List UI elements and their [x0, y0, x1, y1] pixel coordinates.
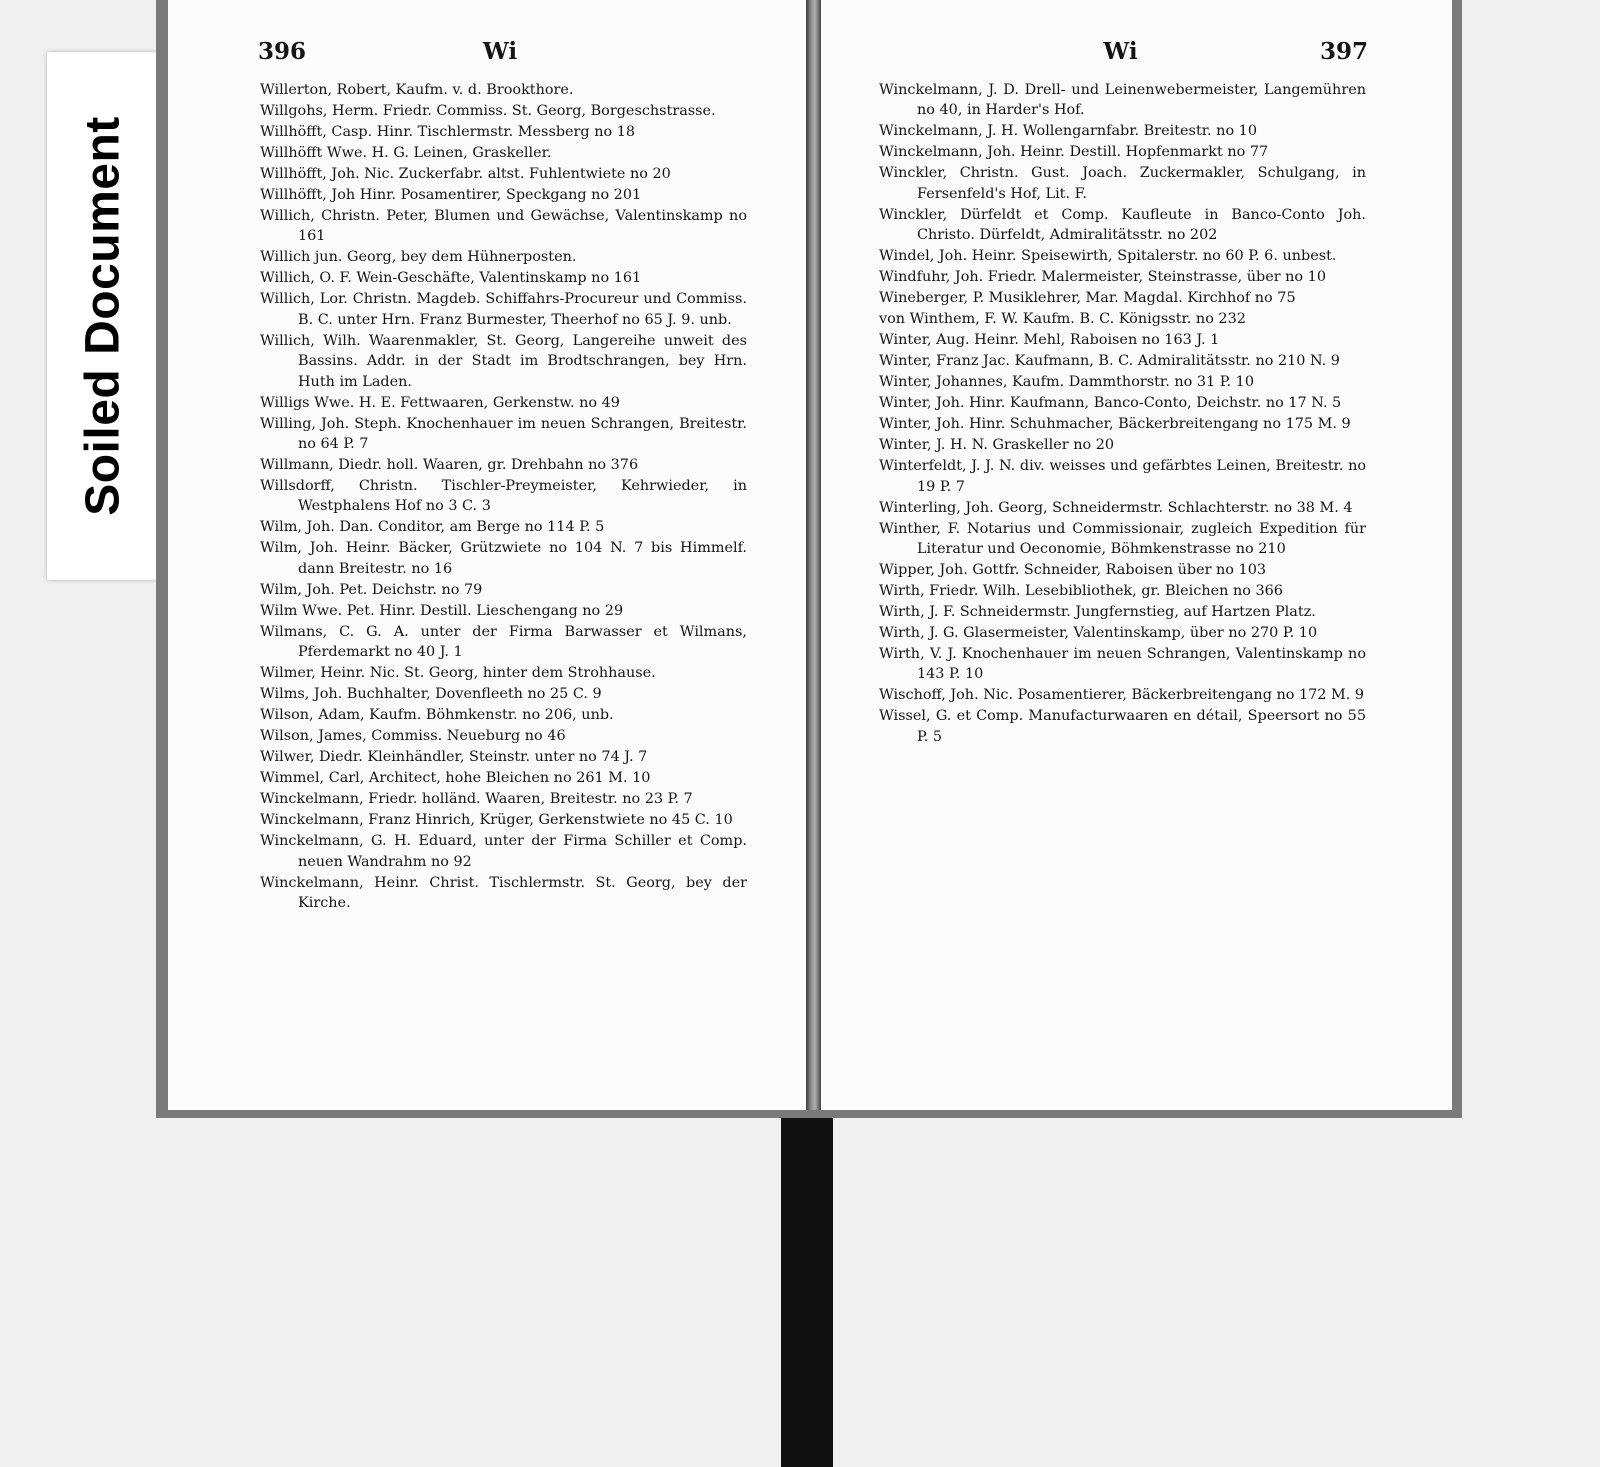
right-page-number: 397 — [1319, 38, 1368, 65]
directory-entry: Wilmer, Heinr. Nic. St. Georg, hinter dem Strohhause. — [260, 665, 656, 682]
directory-entry: Willich, Wilh. Waarenmakler, St. Georg, Langereihe unweit des Bassins. Addr. in der Stadt im Brodtschrangen, bey Hrn. Huth im Laden. — [260, 332, 747, 390]
directory-entry: Willsdorff, Christn. Tischler-Preymeister, Kehrwieder, in Westphalens Hof no 3 C. 3 — [260, 478, 747, 515]
directory-entry: Wineberger, P. Musiklehrer, Mar. Magdal. Kirchhof no 75 — [879, 290, 1296, 307]
directory-entry: Willerton, Robert, Kaufm. v. d. Brookthore. — [260, 82, 574, 98]
directory-entry: Willigs Wwe. H. E. Fettwaaren, Gerkenstw. no 49 — [260, 394, 620, 411]
directory-entry: Wipper, Joh. Gottfr. Schneider, Raboisen über no 103 — [879, 562, 1267, 579]
directory-entry: Willhöfft, Joh. Nic. Zuckerfabr. altst. Fuhlentwiete no 20 — [260, 166, 671, 182]
directory-entry: Willhöfft, Casp. Hinr. Tischlermstr. Messberg no 18 — [260, 124, 636, 140]
directory-entry: Wimmel, Carl, Architect, hohe Bleichen no 261 M. 10 — [260, 770, 651, 787]
directory-entry: Wilms, Joh. Buchhalter, Dovenfleeth no 25 C. 9 — [260, 686, 602, 703]
directory-entry: Willmann, Diedr. holl. Waaren, gr. Drehbahn no 376 — [260, 457, 639, 474]
directory-entry: Winter, Johannes, Kaufm. Dammthorstr. no 31 P. 10 — [879, 374, 1254, 391]
directory-entry: Winckelmann, J. D. Drell- und Leinenwebermeister, Langemühren no 40, in Harder's Hof. — [879, 82, 1366, 119]
directory-entry: Wilm Wwe. Pet. Hinr. Destill. Lieschengang no 29 — [260, 602, 624, 619]
directory-entry: Willhöfft, Joh Hinr. Posamentirer, Speckgang no 201 — [260, 187, 642, 203]
directory-entry: Wilwer, Diedr. Kleinhändler, Steinstr. unter no 74 J. 7 — [260, 749, 648, 766]
directory-entry: Wilson, James, Commiss. Neueburg no 46 — [260, 728, 566, 745]
directory-entry: Winckelmann, G. H. Eduard, unter der Firma Schiller et Comp. neuen Wandrahm no 92 — [260, 833, 747, 870]
right-page-header — [873, 38, 1368, 68]
directory-entry: Winckelmann, Franz Hinrich, Krüger, Gerkenstwiete no 45 C. 10 — [260, 812, 733, 829]
directory-entry: Winter, Aug. Heinr. Mehl, Raboisen no 163 J. 1 — [879, 332, 1220, 349]
directory-entry: Winckelmann, J. H. Wollengarnfabr. Breitestr. no 10 — [879, 123, 1257, 140]
directory-entry: Winckler, Dürfeldt et Comp. Kaufleute in Banco-Conto Joh. Christo. Dürfeldt, Admiralitätsstr. no 202 — [879, 206, 1366, 244]
directory-entry: Willhöfft Wwe. H. G. Leinen, Graskeller. — [260, 145, 552, 161]
directory-entry: Winther, F. Notarius und Commissionair, zugleich Expedition für Literatur und Oeconomie, Böhmkenstrasse no 210 — [879, 520, 1366, 558]
directory-entry: Wilm, Joh. Pet. Deichstr. no 79 — [260, 581, 483, 598]
directory-entry: Willich, Lor. Christn. Magdeb. Schiffahrs-Procureur und Commiss. B. C. unter Hrn. Franz Burmester, Theerhof no 65 J. 9. unb. — [260, 291, 747, 328]
directory-entry: Winter, Franz Jac. Kaufmann, B. C. Admiralitätsstr. no 210 N. 9 — [879, 353, 1340, 370]
directory-entry: Winter, Joh. Hinr. Kaufmann, Banco-Conto, Deichstr. no 17 N. 5 — [879, 395, 1342, 412]
directory-entry: Willich, Christn. Peter, Blumen und Gewächse, Valentinskamp no 161 — [260, 208, 747, 245]
directory-entry: Winckler, Christn. Gust. Joach. Zuckermakler, Schulgang, in Fersenfeld's Hof, Lit. F. — [879, 165, 1366, 202]
directory-entry: Winckelmann, Joh. Heinr. Destill. Hopfenmarkt no 77 — [879, 144, 1269, 161]
directory-entry: Wirth, Friedr. Wilh. Lesebibliothek, gr. Bleichen no 366 — [879, 583, 1283, 600]
directory-entry: Windel, Joh. Heinr. Speisewirth, Spitalerstr. no 60 P. 6. unbest. — [879, 248, 1337, 265]
left-page — [168, 0, 806, 1110]
right-running-head: Wi — [1103, 38, 1138, 65]
left-page-number: 396 — [258, 38, 307, 65]
directory-entry: Winterling, Joh. Georg, Schneidermstr. Schlachterstr. no 38 M. 4 — [879, 499, 1353, 516]
directory-entry: Wilson, Adam, Kaufm. Böhmkenstr. no 206, unb. — [260, 707, 614, 724]
tag-label: Soiled Document — [76, 116, 130, 516]
right-entry-list — [879, 80, 1366, 748]
directory-entry: Winterfeldt, J. J. N. div. weisses und gefärbtes Leinen, Breitestr. no 19 P. 7 — [879, 458, 1366, 495]
directory-entry: Wilmans, C. G. A. unter der Firma Barwasser et Wilmans, Pferdemarkt no 40 J. 1 — [260, 623, 747, 661]
directory-entry: Windfuhr, Joh. Friedr. Malermeister, Steinstrasse, über no 10 — [879, 269, 1326, 286]
directory-entry: Willing, Joh. Steph. Knochenhauer im neuen Schrangen, Breitestr. no 64 P. 7 — [260, 415, 747, 453]
directory-entry: Wischoff, Joh. Nic. Posamentierer, Bäckerbreitengang no 172 M. 9 — [879, 687, 1365, 704]
left-page-header — [258, 38, 742, 68]
bookmark-ribbon — [781, 1118, 833, 1467]
left-running-head: Wi — [482, 38, 518, 65]
directory-entry: Willich jun. Georg, bey dem Hühnerposten. — [260, 249, 577, 266]
directory-entry: Winckelmann, Heinr. Christ. Tischlermstr. St. Georg, bey der Kirche. — [260, 874, 747, 912]
directory-entry: Willich, O. F. Wein-Geschäfte, Valentinskamp no 161 — [260, 270, 642, 287]
directory-entry: Wirth, J. G. Glasermeister, Valentinskamp, über no 270 P. 10 — [879, 625, 1318, 642]
directory-entry: Willgohs, Herm. Friedr. Commiss. St. Georg, Borgeschstrasse. — [260, 103, 716, 119]
directory-entry: Winter, J. H. N. Graskeller no 20 — [879, 437, 1115, 454]
directory-entry: Winckelmann, Friedr. holländ. Waaren, Breitestr. no 23 P. 7 — [260, 791, 693, 808]
right-page — [821, 0, 1452, 1110]
directory-entry: von Winthem, F. W. Kaufm. B. C. Königsstr. no 232 — [879, 311, 1246, 328]
directory-entry: Wilm, Joh. Dan. Conditor, am Berge no 114 P. 5 — [260, 519, 605, 536]
directory-entry: Wirth, J. F. Schneidermstr. Jungfernstieg, auf Hartzen Platz. — [879, 604, 1316, 621]
left-entry-list — [260, 80, 747, 914]
book-gutter — [806, 0, 821, 1110]
soiled-document-tag — [47, 52, 157, 580]
directory-entry: Wirth, V. J. Knochenhauer im neuen Schrangen, Valentinskamp no 143 P. 10 — [879, 646, 1366, 683]
directory-entry: Winter, Joh. Hinr. Schuhmacher, Bäckerbreitengang no 175 M. 9 — [879, 416, 1351, 433]
directory-entry: Wilm, Joh. Heinr. Bäcker, Grützwiete no 104 N. 7 bis Himmelf. dann Breitestr. no 16 — [260, 540, 747, 577]
directory-entry: Wissel, G. et Comp. Manufacturwaaren en détail, Speersort no 55 P. 5 — [879, 708, 1366, 745]
